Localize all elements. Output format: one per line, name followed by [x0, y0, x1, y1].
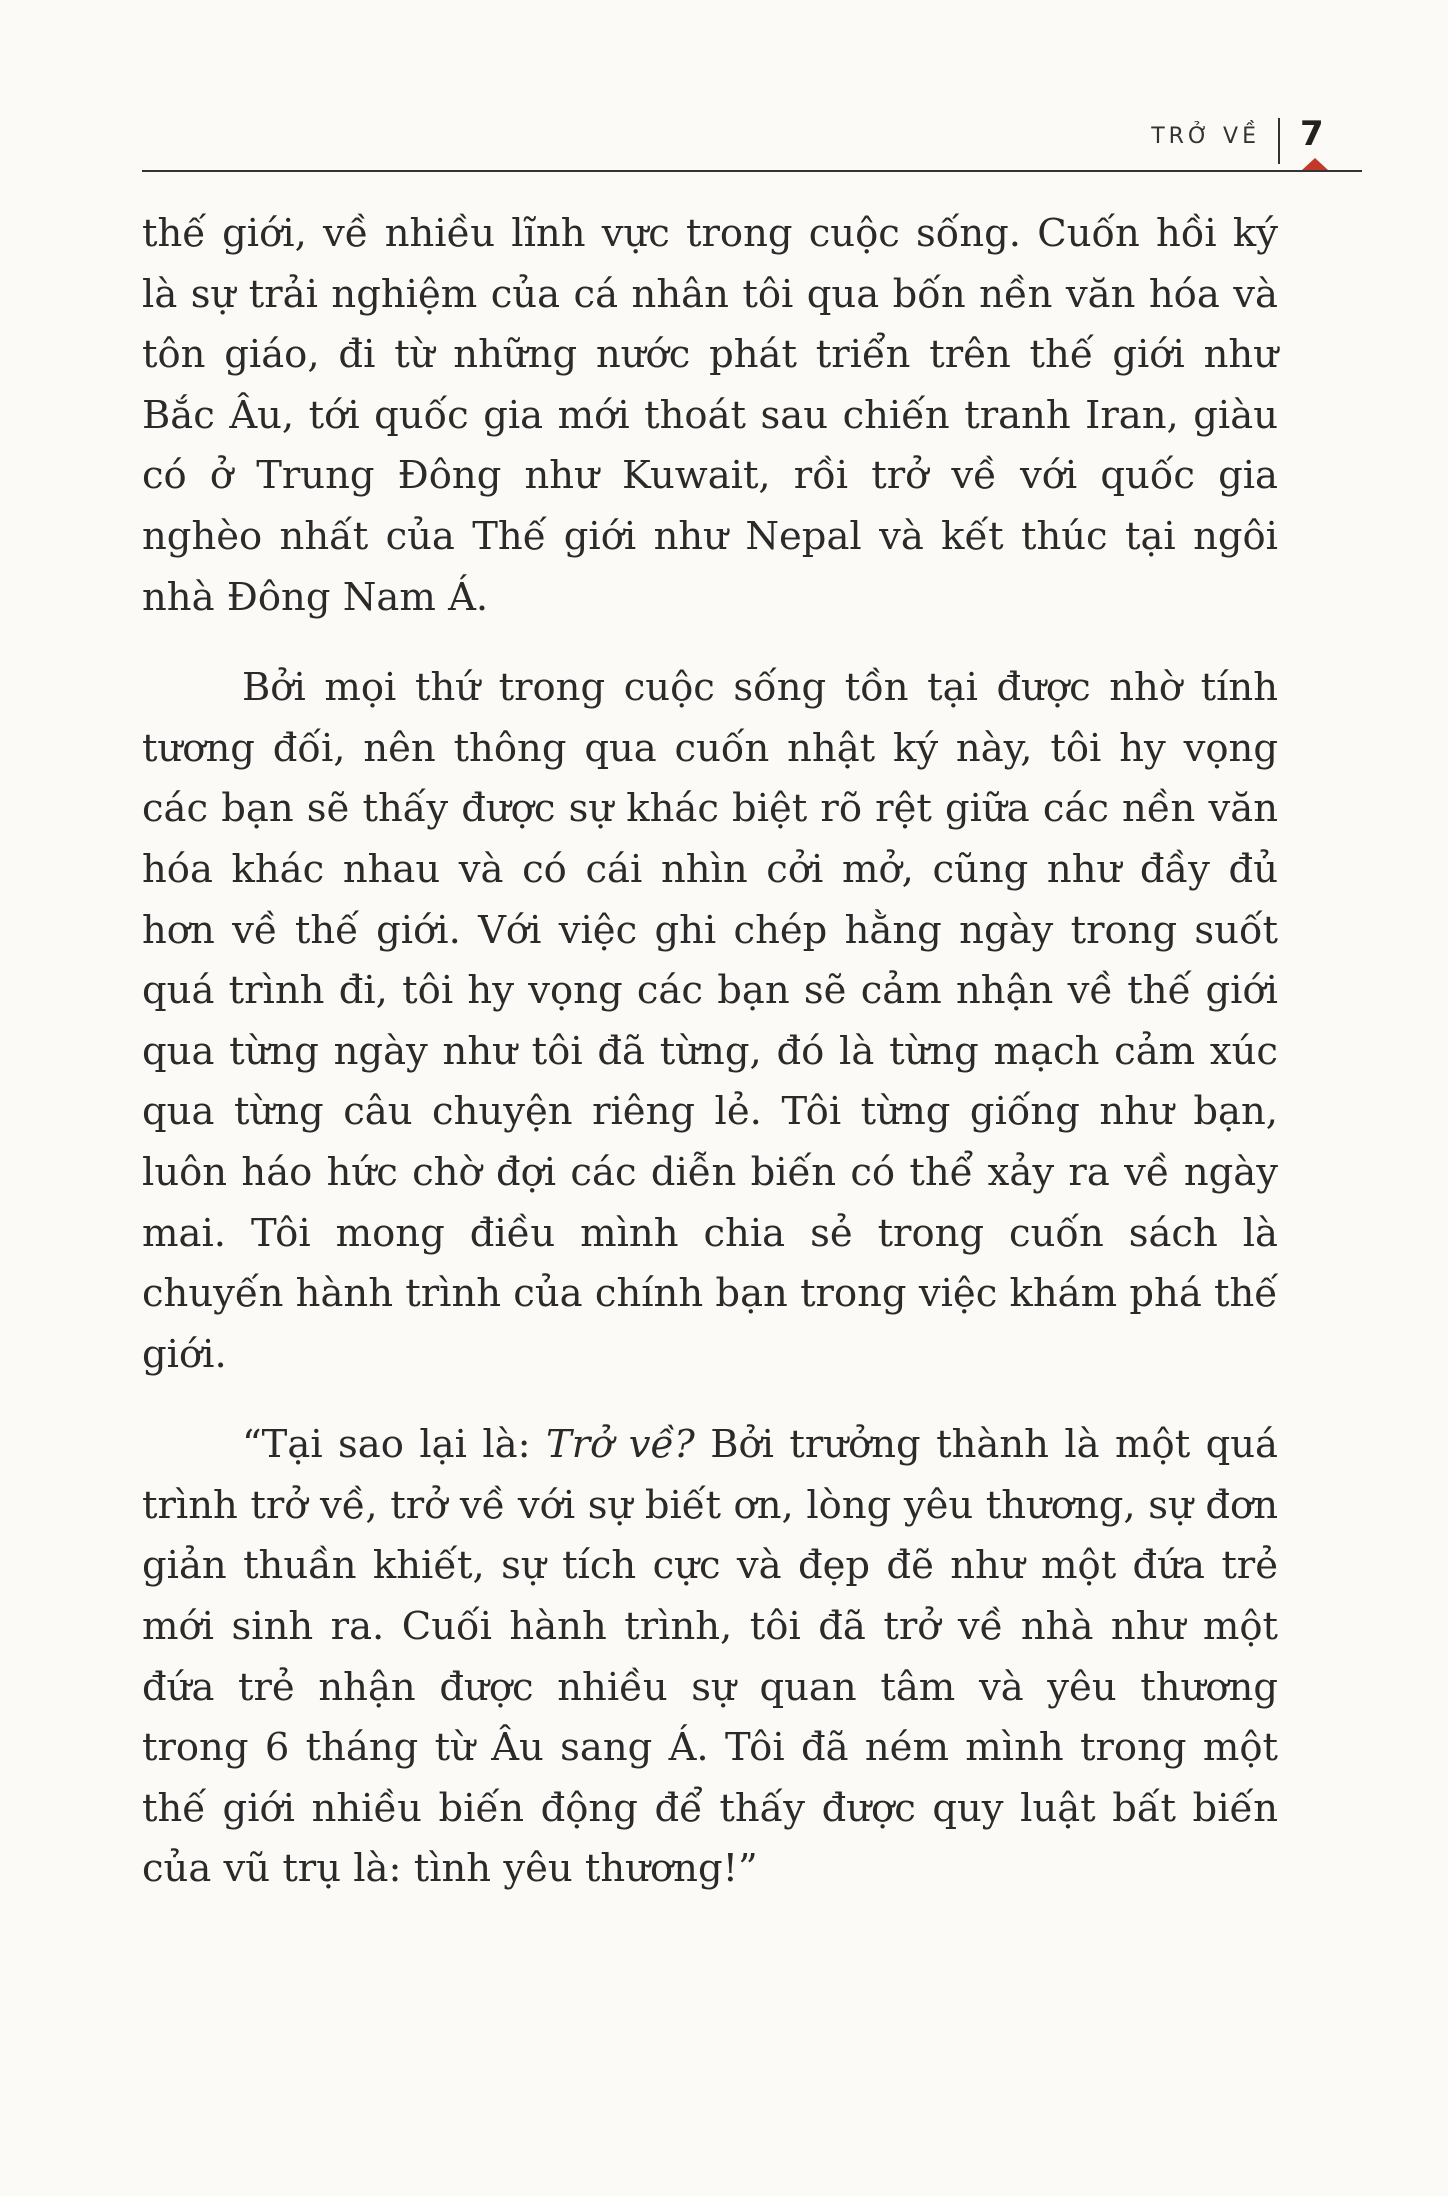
page-number: 7: [1300, 114, 1324, 154]
paragraph-3-start: “Tại sao lại là:: [242, 1422, 547, 1468]
header-divider: [1278, 118, 1280, 164]
running-title: TRỞ VỀ: [1151, 124, 1260, 149]
body-text: [142, 204, 1278, 1900]
paragraph-3-italic-title: Trở về?: [546, 1422, 695, 1468]
paragraph-1: thế giới, về nhiều lĩnh vực trong cuộc sống. Cuốn hồi ký là sự trải nghiệm của cá nhân tôi qua bốn nền văn hóa và tôn giáo, đi từ những nước phát triển trên thế giới như Bắc Âu, tới quốc gia mới thoát sau chiến tranh Iran, giàu có ở Trung Đông như Kuwait, rồi trở về với quốc gia nghèo nhất của Thế giới như Nepal và kết thúc tại ngôi nhà Đông Nam Á.: [142, 211, 1278, 620]
paragraph-3-end: Bởi trưởng thành là một quá trình trở về, trở về với sự biết ơn, lòng yêu thương, sự đơn giản thuần khiết, sự tích cực và đẹp đẽ như một đứa trẻ mới sinh ra. Cuối hành trình, tôi đã trở về nhà như một đứa trẻ nhận được nhiều sự quan tâm và yêu thương trong 6 tháng từ Âu sang Á. Tôi đã ném mình trong một thế giới nhiều biến động để thấy được quy luật bất biến của vũ trụ là: tình yêu thương!”: [142, 1422, 1278, 1892]
paragraph-3: [142, 1415, 1278, 1900]
header-triangle-mark: [1302, 158, 1328, 170]
paragraph-2: Bởi mọi thứ trong cuộc sống tồn tại được nhờ tính tương đối, nên thông qua cuốn nhật ký này, tôi hy vọng các bạn sẽ thấy được sự khác biệt rõ rệt giữa các nền văn hóa khác nhau và có cái nhìn cởi mở, cũng như đầy đủ hơn về thế giới. Với việc ghi chép hằng ngày trong suốt quá trình đi, tôi hy vọng các bạn sẽ cảm nhận về thế giới qua từng ngày như tôi đã từng, đó là từng mạch cảm xúc qua từng câu chuyện riêng lẻ. Tôi từng giống như bạn, luôn háo hức chờ đợi các diễn biến có thể xảy ra về ngày mai. Tôi mong điều mình chia sẻ trong cuốn sách là chuyến hành trình của chính bạn trong việc khám phá thế giới.: [142, 665, 1278, 1377]
page-header: [0, 0, 1448, 180]
header-rule: [142, 170, 1362, 172]
